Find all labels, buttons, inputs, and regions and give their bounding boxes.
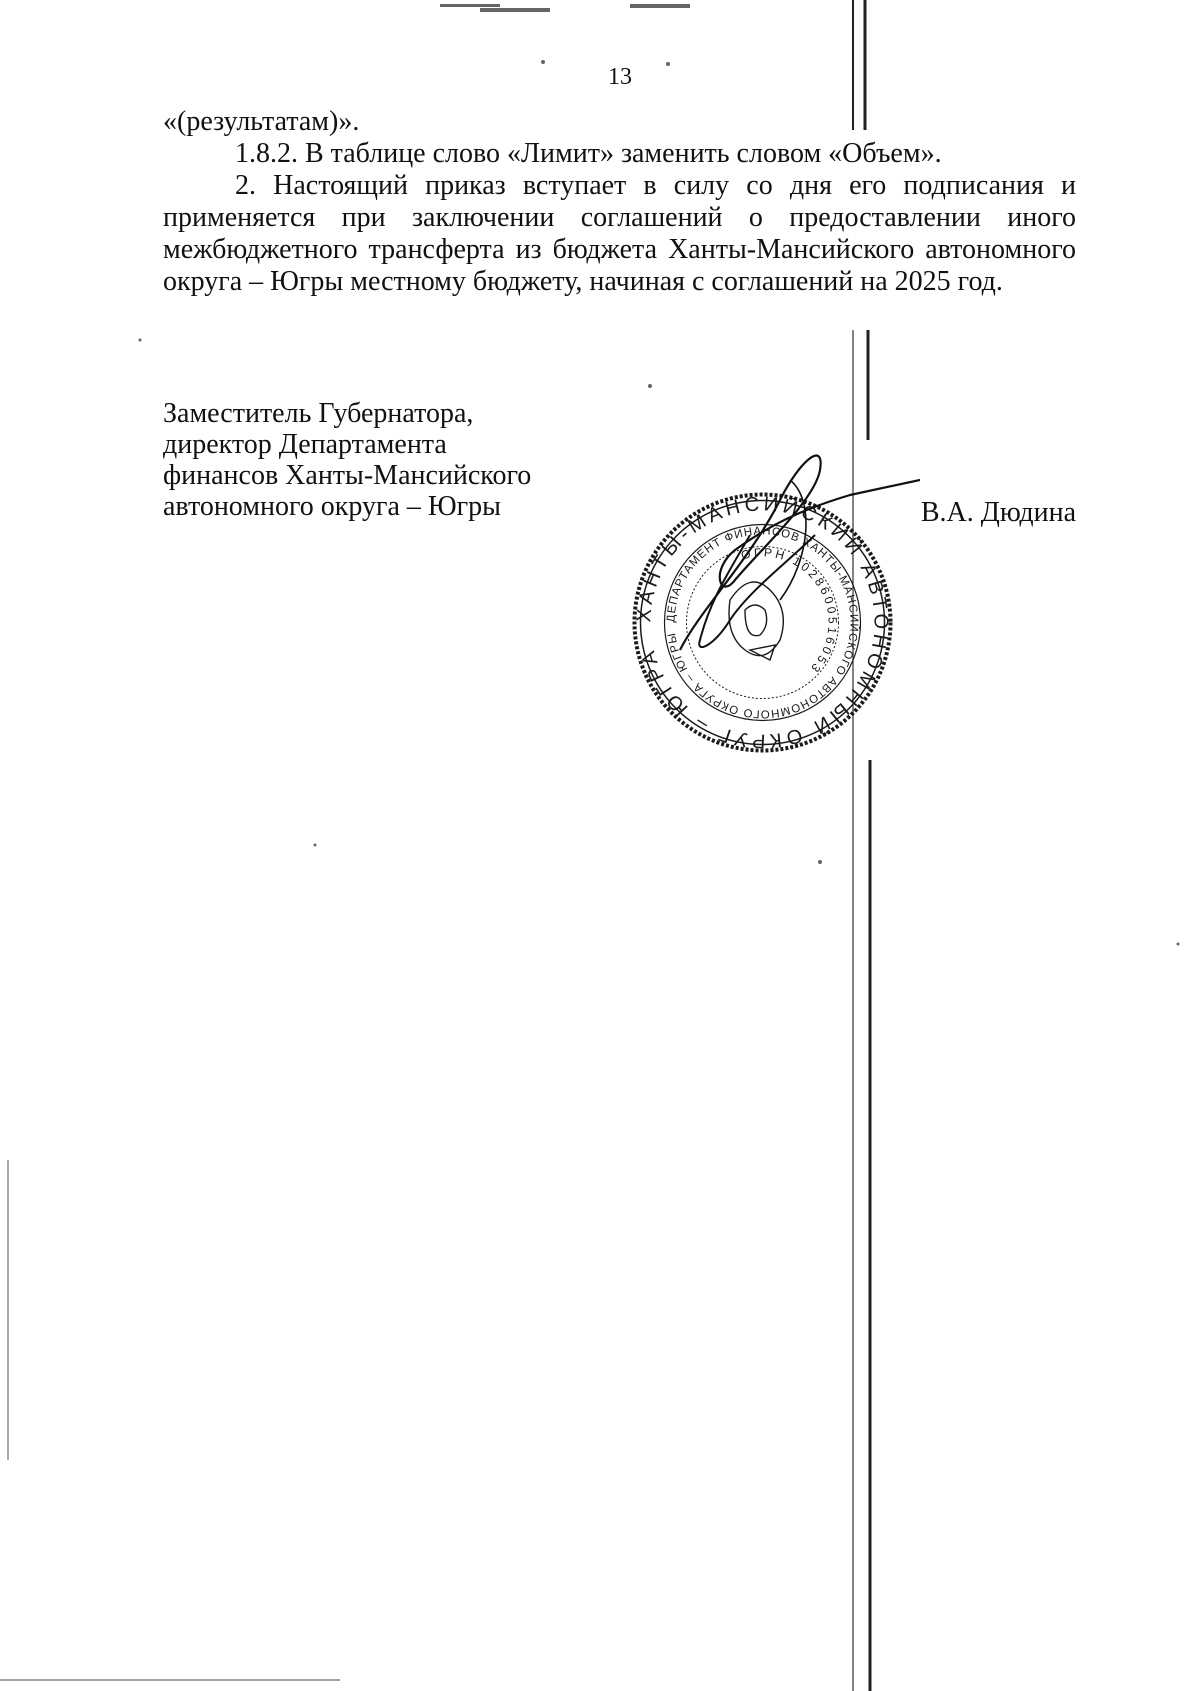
- signer-name: В.А. Дюдина: [920, 497, 1076, 528]
- handwritten-signature: [640, 440, 920, 670]
- signer-position-line: директор Департамента: [163, 429, 447, 460]
- page-number: 13: [608, 64, 632, 90]
- paragraph-1-8-2: 1.8.2. В таблице слово «Лимит» заменить словом «Объем».: [235, 138, 942, 169]
- seal-outer-text: ХАНТЫ-МАНСИЙСКИЙ АВТОНОМНЫЙ ОКРУГ – ЮГРА: [633, 493, 892, 752]
- paragraph-continuation: «(результатам)».: [163, 106, 360, 137]
- signer-position-line: автономного округа – Югры: [163, 491, 501, 522]
- seal-code-text: ОГРН 1028600516053: [739, 545, 840, 678]
- signer-position-line: финансов Ханты-Мансийского: [163, 460, 532, 491]
- signer-position-line: Заместитель Губернатора,: [163, 398, 474, 429]
- signer-position: [163, 398, 531, 522]
- paragraph-2: 2. Настоящий приказ вступает в силу со дня его подписания и применяется при заключении соглашений о предоставлении иного межбюджетного трансферта из бюджета Ханты-Мансийского автономного округа – Югры местному бюджету, начиная с соглашений на 2025 год.: [163, 170, 1076, 297]
- seal-inner-text: ДЕПАРТАМЕНТ ФИНАНСОВ ХАНТЫ-МАНСИЙСКОГО АВТОНОМНОГО ОКРУГА – ЮГРЫ: [665, 525, 860, 720]
- body-text: [163, 106, 1076, 298]
